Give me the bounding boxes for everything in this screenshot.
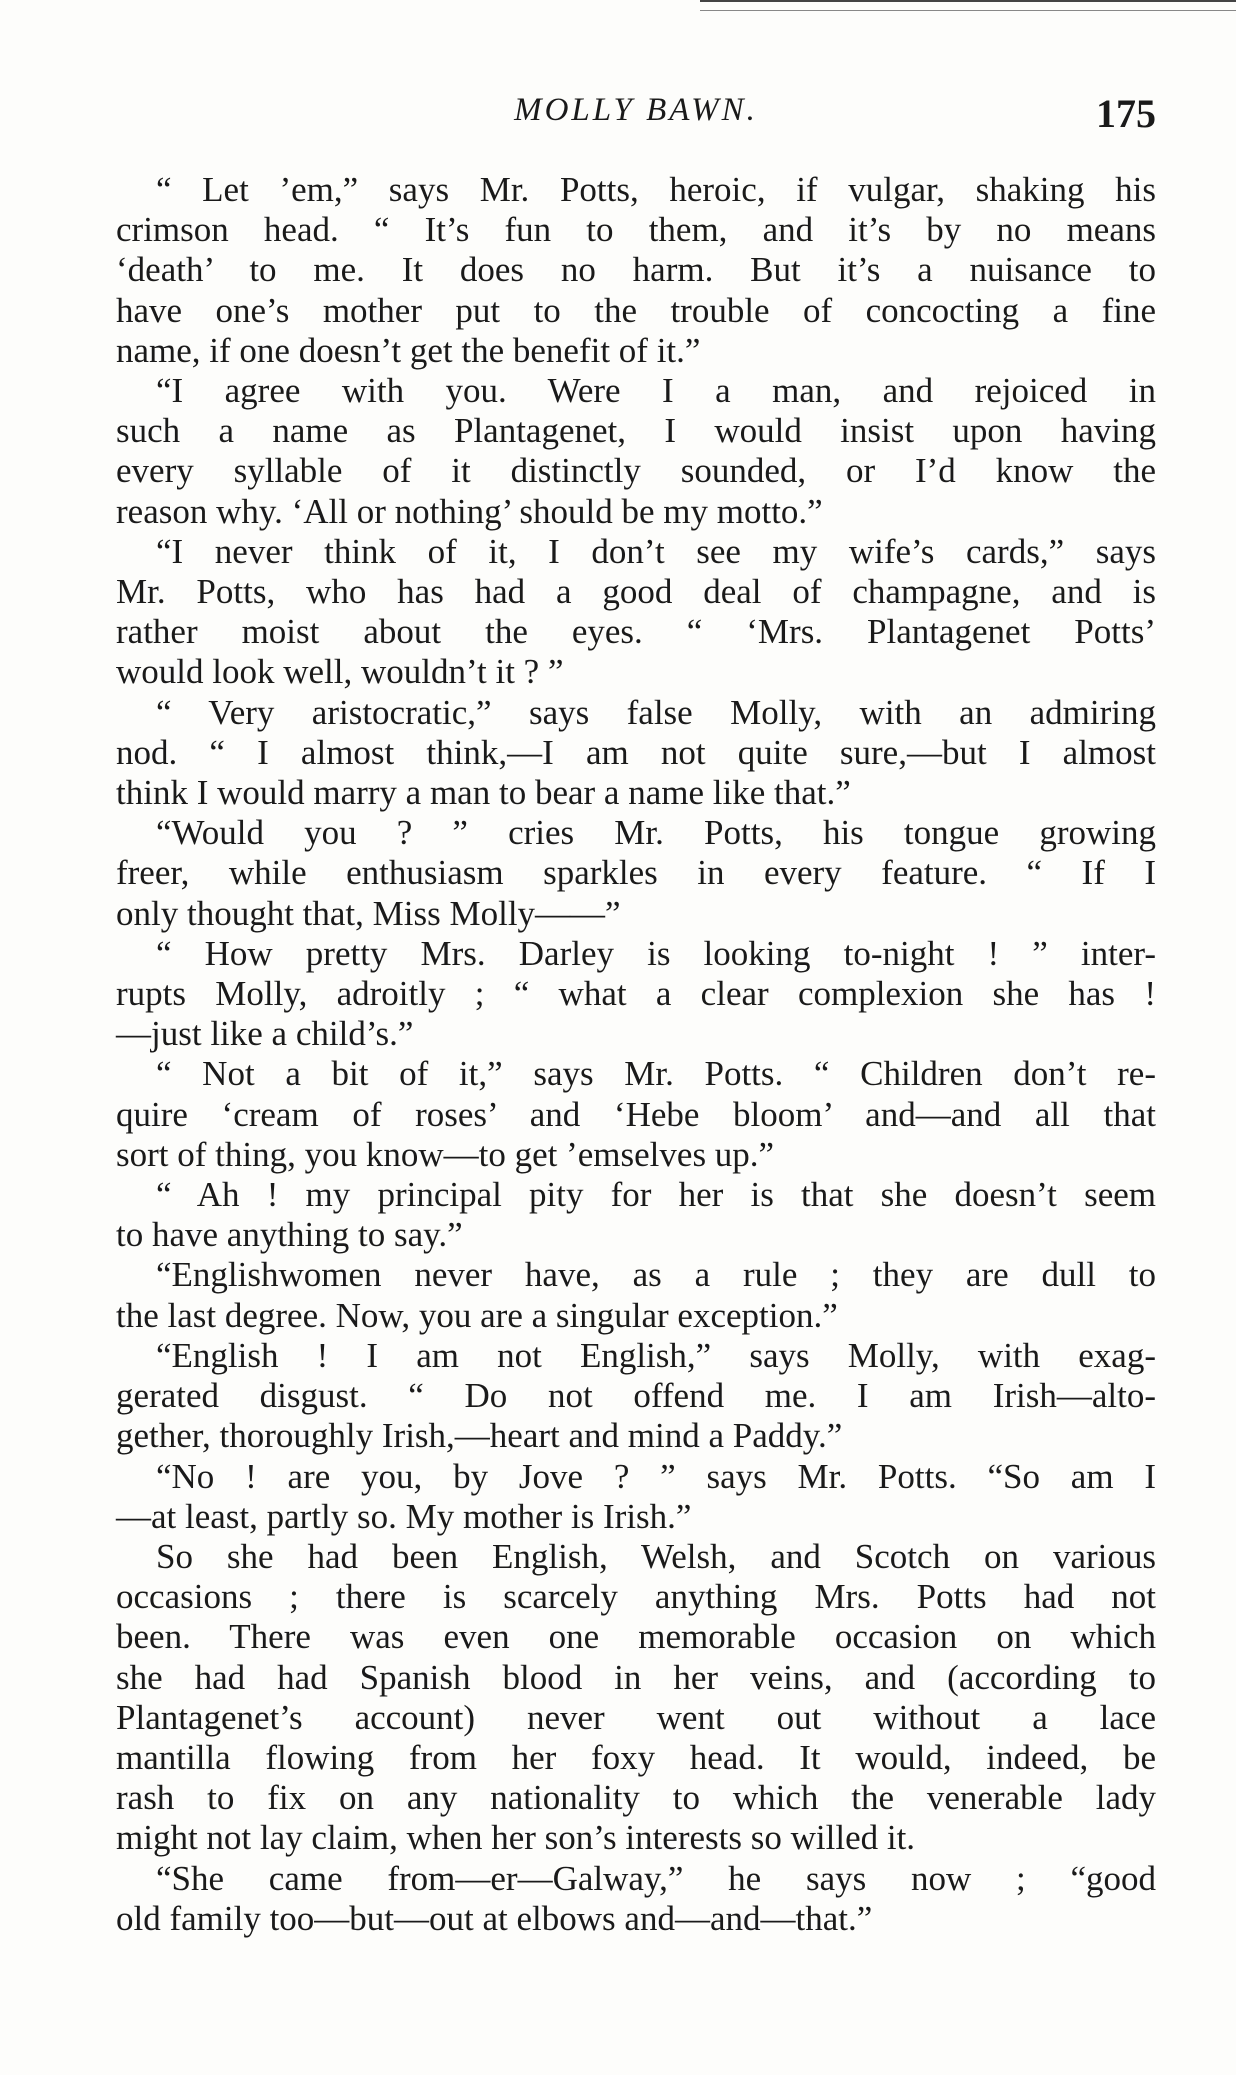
paragraph (116, 1175, 1156, 1255)
text-line: name, if one doesn’t get the benefit of it.” (116, 330, 701, 370)
text-line: rupts Molly, adroitly ; “ what a clear complexion she has ! (116, 974, 1156, 1014)
text-line: “I never think of it, I don’t see my wife’s cards,” says (156, 531, 1156, 571)
text-line: Mr. Potts, who has had a good deal of champagne, and is (116, 572, 1156, 612)
text-line: quire ‘cream of roses’ and ‘Hebe bloom’ and—and all that (116, 1094, 1156, 1134)
text-line: rash to fix on any nationality to which the venerable lady (116, 1778, 1156, 1818)
text-line: she had had Spanish blood in her veins, and (according to (116, 1657, 1156, 1697)
top-edge-rule (700, 0, 1236, 2)
paragraph (116, 170, 1156, 371)
running-title: MOLLY BAWN. (514, 92, 758, 128)
text-line: mantilla flowing from her foxy head. It would, indeed, be (116, 1737, 1156, 1777)
text-line: “She came from—er—Galway,” he says now ; “good (156, 1858, 1156, 1898)
text-line: every syllable of it distinctly sounded, or I’d know the (116, 451, 1156, 491)
text-line: been. There was even one memorable occasion on which (116, 1617, 1156, 1657)
page-number: 175 (1096, 91, 1156, 136)
body-text (116, 170, 1156, 1939)
text-line: “Englishwomen never have, as a rule ; they are dull to (156, 1255, 1156, 1295)
text-line: would look well, wouldn’t it ? ” (116, 652, 564, 692)
text-line: “ Let ’em,” says Mr. Potts, heroic, if vulgar, shaking his (156, 170, 1156, 209)
text-line: “English ! I am not English,” says Molly, with exag- (156, 1335, 1156, 1375)
paragraph (116, 1255, 1156, 1335)
text-line: occasions ; there is scarcely anything Mrs. Potts had not (116, 1577, 1156, 1617)
text-line: nod. “ I almost think,—I am not quite sure,—but I almost (116, 732, 1156, 772)
text-line: such a name as Plantagenet, I would insist upon having (116, 411, 1156, 451)
paragraph (116, 934, 1156, 1055)
text-line: “I agree with you. Were I a man, and rejoiced in (156, 371, 1156, 411)
text-line: old family too—but—out at elbows and—and—that.” (116, 1898, 873, 1938)
text-line: the last degree. Now, you are a singular exception.” (116, 1295, 838, 1335)
text-line: have one’s mother put to the trouble of concocting a fine (116, 290, 1156, 330)
paragraph (116, 1537, 1156, 1859)
running-head (116, 91, 1156, 136)
text-line: —just like a child’s.” (116, 1014, 414, 1054)
text-line: —at least, partly so. My mother is Irish.” (116, 1496, 692, 1536)
top-edge-rule-thin (700, 10, 1236, 11)
text-line: sort of thing, you know—to get ’emselves up.” (116, 1134, 775, 1174)
text-line: “Would you ? ” cries Mr. Potts, his tongue growing (156, 813, 1156, 853)
text-line: “ Not a bit of it,” says Mr. Potts. “ Children don’t re- (156, 1054, 1156, 1094)
text-line: gerated disgust. “ Do not offend me. I am Irish—alto- (116, 1376, 1156, 1416)
text-line: rather moist about the eyes. “ ‘Mrs. Plantagenet Potts’ (116, 612, 1156, 652)
paragraph (116, 532, 1156, 693)
text-line: think I would marry a man to bear a name like that.” (116, 773, 851, 813)
paragraph (116, 813, 1156, 934)
text-line: ‘death’ to me. It does no harm. But it’s a nuisance to (116, 250, 1156, 290)
text-line: reason why. ‘All or nothing’ should be my motto.” (116, 491, 823, 531)
text-line: might not lay claim, when her son’s interests so willed it. (116, 1818, 916, 1858)
text-line: “ Very aristocratic,” says false Molly, with an admiring (156, 692, 1156, 732)
paragraph (116, 1859, 1156, 1939)
paragraph (116, 371, 1156, 532)
text-line: “No ! are you, by Jove ? ” says Mr. Potts. “So am I (156, 1456, 1156, 1496)
text-line: only thought that, Miss Molly——” (116, 893, 621, 933)
text-line: gether, thoroughly Irish,—heart and mind a Paddy.” (116, 1416, 843, 1456)
text-line: “ Ah ! my principal pity for her is that she doesn’t seem (156, 1175, 1156, 1215)
text-line: “ How pretty Mrs. Darley is looking to-night ! ” inter- (156, 933, 1156, 973)
text-line: to have anything to say.” (116, 1215, 463, 1255)
text-line: crimson head. “ It’s fun to them, and it’s by no means (116, 210, 1156, 250)
text-line: So she had been English, Welsh, and Scotch on various (156, 1536, 1156, 1576)
paragraph (116, 1457, 1156, 1537)
text-line: Plantagenet’s account) never went out without a lace (116, 1697, 1156, 1737)
paragraph (116, 1054, 1156, 1175)
paragraph (116, 1336, 1156, 1457)
paragraph (116, 693, 1156, 814)
text-line: freer, while enthusiasm sparkles in every feature. “ If I (116, 853, 1156, 893)
